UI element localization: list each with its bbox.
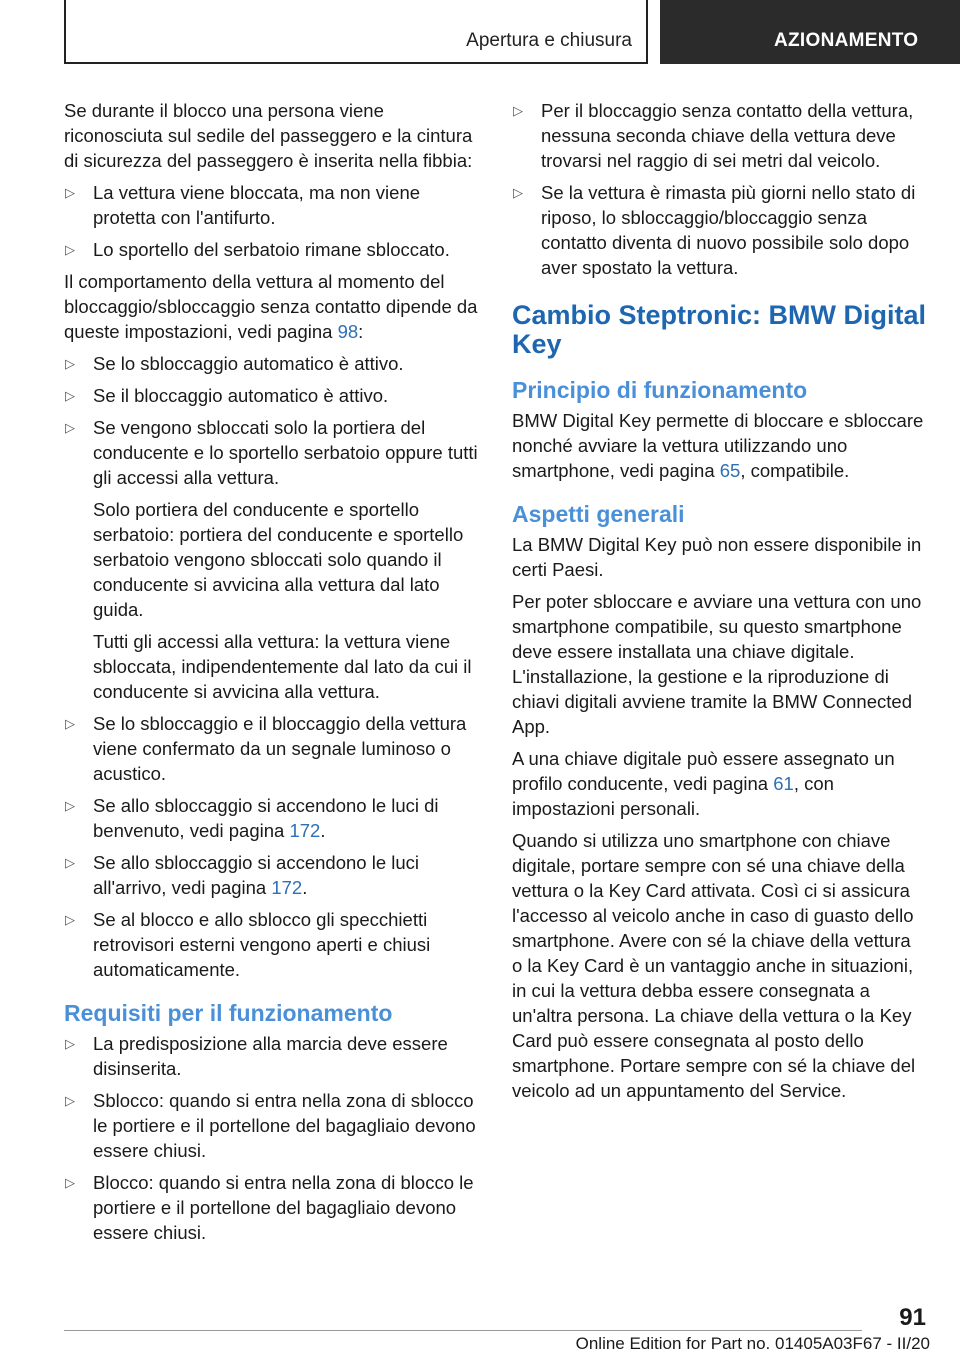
right-column	[512, 98, 926, 1110]
requirements-list	[64, 1031, 478, 1245]
footer-divider	[64, 1330, 862, 1331]
result-list	[64, 180, 478, 262]
page-number: 91	[899, 1304, 926, 1331]
triangle-bullet-icon: ▷	[65, 912, 75, 927]
list-item: ▷ Se il bloccaggio automatico è attivo.	[65, 385, 389, 406]
list-item: ▷ Se lo sbloccaggio e il bloccaggio della vettura viene confermato da un segnale luminoso o acustico.	[65, 713, 467, 784]
header-section-box	[64, 0, 648, 64]
triangle-bullet-icon: ▷	[65, 1036, 75, 1051]
list-item: ▷ Lo sportello del serbatoio rimane sbloccato.	[65, 239, 450, 260]
list-subparagraph: Solo portiera del conducente e sportello serbatoio: portiera del conducente e sportello serbatoio vengono sbloccati solo quando il conducente si avvicina alla vettura dal lato guida.	[93, 499, 464, 620]
header-chapter-title: AZIONAMENTO	[774, 30, 919, 51]
principio-paragraph: BMW Digital Key permette di bloccare e sbloccare nonché avviare la vettura utilizzando uno smartphone, vedi pagina 65, compatibile.	[512, 410, 924, 481]
left-column	[64, 98, 478, 1252]
heading-aspetti: Aspetti generali	[512, 501, 685, 527]
triangle-bullet-icon: ▷	[65, 388, 75, 403]
triangle-bullet-icon: ▷	[513, 185, 523, 200]
list-item: ▷ Se la vettura è rimasta più giorni nello stato di riposo, lo sbloccaggio/bloccaggio senza contatto diventa di nuovo possibile solo dopo aver spostato la vettura.	[513, 182, 916, 278]
heading-principio: Principio di funzionamento	[512, 377, 808, 403]
list-item: ▷ Blocco: quando si entra nella zona di blocco le portiere e il portellone del bagagliaio devono essere chiusi.	[65, 1172, 474, 1243]
triangle-bullet-icon: ▷	[65, 716, 75, 731]
triangle-bullet-icon: ▷	[65, 1175, 75, 1190]
list-subparagraph: Tutti gli accessi alla vettura: la vettura viene sbloccata, indipendentemente dal lato da cui il conducente si avvicina alla vettura.	[93, 631, 472, 702]
header-chapter-box	[660, 0, 960, 64]
list-item: ▷ Sblocco: quando si entra nella zona di sblocco le portiere e il portellone del bagagliaio devono essere chiusi.	[65, 1090, 476, 1161]
page-link[interactable]: 98	[337, 321, 359, 342]
triangle-bullet-icon: ▷	[65, 1093, 75, 1108]
triangle-bullet-icon: ▷	[65, 420, 75, 435]
footer-edition: Online Edition for Part no. 01405A03F67 - II/20	[575, 1334, 930, 1353]
list-item: ▷ Se lo sbloccaggio automatico è attivo.	[65, 353, 404, 374]
heading-requisiti: Requisiti per il funzionamento	[64, 1000, 393, 1026]
settings-list	[64, 351, 478, 982]
list-item: ▷ Se allo sbloccaggio si accendono le luci di benvenuto, vedi pagina 172.	[65, 795, 439, 841]
page-link[interactable]: 65	[719, 460, 741, 481]
aspetti-paragraph: Per poter sbloccare e avviare una vettura con uno smartphone compatibile, su questo smartphone deve essere installata una chiave digitale. L'installazione, la gestione e la riproduzione di chiavi digitali avviene tramite la BMW Connected App.	[512, 591, 922, 737]
triangle-bullet-icon: ▷	[65, 356, 75, 371]
page-link[interactable]: 172	[289, 820, 321, 841]
triangle-bullet-icon: ▷	[65, 242, 75, 257]
page-link[interactable]: 172	[271, 877, 303, 898]
list-item: ▷ Se vengono sbloccati solo la portiera del conducente e lo sportello serbatoio oppure tutti gli accessi alla vettura.	[65, 417, 478, 488]
aspetti-paragraph: Quando si utilizza uno smartphone con chiave digitale, portare sempre con sé una chiave della vettura o la Key Card attivata. Così ci si assicura l'accesso al veicolo anche in caso di guasto dello smartphone. Avere con sé la chiave della vettura o la Key Card è un vantaggio anche in situazioni, in cui la vettura debba essere consegnata a un'altra persona. La chiave della vettura o la Key Card può essere consegnata al posto dello smartphone. Portare sempre con sé la chiave del veicolo ad un appuntamento del Service.	[512, 830, 916, 1101]
aspetti-paragraph: La BMW Digital Key può non essere disponibile in certi Paesi.	[512, 534, 922, 580]
conditions-list	[512, 98, 926, 280]
list-item: ▷ Per il bloccaggio senza contatto della vettura, nessuna seconda chiave della vettura deve trovarsi nel raggio di sei metri dal veicolo.	[513, 100, 914, 171]
aspetti-paragraph: A una chiave digitale può essere assegnato un profilo conducente, vedi pagina 61, con impostazioni personali.	[512, 748, 895, 819]
triangle-bullet-icon: ▷	[65, 185, 75, 200]
header-section-title: Apertura e chiusura	[466, 30, 632, 51]
list-item: ▷ Se allo sbloccaggio si accendono le luci all'arrivo, vedi pagina 172.	[65, 852, 420, 898]
page-link[interactable]: 61	[773, 773, 794, 794]
triangle-bullet-icon: ▷	[65, 855, 75, 870]
triangle-bullet-icon: ▷	[65, 798, 75, 813]
heading-digital-key: Cambio Steptronic: BMW Digital Key	[512, 300, 926, 359]
settings-paragraph: Il comportamento della vettura al momento del bloccaggio/sbloccaggio senza contatto dipende da queste impostazioni, vedi pagina 98:	[64, 271, 478, 342]
list-item: ▷ Se al blocco e allo sblocco gli specchietti retrovisori esterni vengono aperti e chiusi automaticamente.	[65, 909, 431, 980]
list-item: ▷ La vettura viene bloccata, ma non viene protetta con l'antifurto.	[65, 182, 421, 228]
triangle-bullet-icon: ▷	[513, 103, 523, 118]
intro-paragraph: Se durante il blocco una persona viene riconosciuta sul sedile del passeggero e la cintura di sicurezza del passeggero è inserita nella fibbia:	[64, 100, 473, 171]
list-item: ▷ La predisposizione alla marcia deve essere disinserita.	[65, 1033, 448, 1079]
